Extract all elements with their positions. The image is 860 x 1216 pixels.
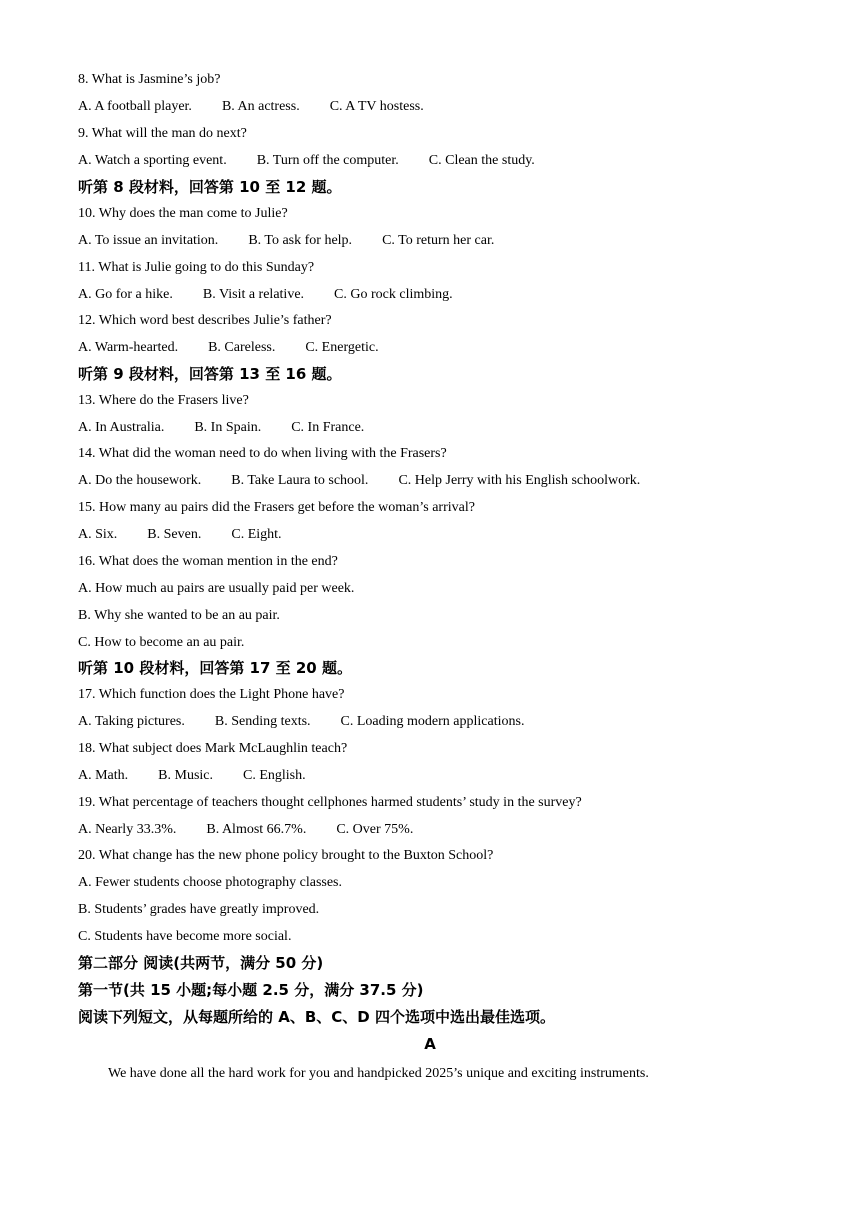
option-a: A. A football player.: [78, 99, 192, 114]
option-c: C. How to become an au pair.: [78, 635, 245, 650]
question-11: 11. What is Julie going to do this Sunday?: [78, 260, 315, 275]
option-a: A. In Australia.: [78, 420, 165, 435]
option-b: B. Music.: [158, 768, 214, 783]
passage-label: A: [424, 1035, 436, 1053]
question-9: 9. What will the man do next?: [78, 126, 247, 141]
option-b: B. Take Laura to school.: [231, 473, 369, 488]
question-10: 10. Why does the man come to Julie?: [78, 206, 288, 221]
options-12: [78, 339, 409, 357]
option-c: C. Loading modern applications.: [340, 714, 525, 729]
option-b: B. Why she wanted to be an au pair.: [78, 608, 280, 623]
option-a: A. Watch a sporting event.: [78, 153, 227, 168]
option-c: C. Students have become more social.: [78, 929, 292, 944]
section-heading-10: 听第 10 段材料，回答第 17 至 20 题。: [78, 659, 352, 677]
option-b: B. Students’ grades have greatly improved.: [78, 902, 320, 917]
option-b: B. Turn off the computer.: [256, 153, 399, 168]
option-c: C. To return her car.: [382, 233, 495, 248]
option-c: C. A TV hostess.: [329, 99, 424, 114]
question-8: 8. What is Jasmine’s job?: [78, 72, 221, 87]
option-c: C. Help Jerry with his English schoolwork.: [398, 473, 641, 488]
question-17: 17. Which function does the Light Phone have?: [78, 687, 345, 702]
question-14: 14. What did the woman need to do when living with the Frasers?: [78, 446, 447, 461]
options-18: [78, 767, 336, 785]
question-16: 16. What does the woman mention in the end?: [78, 554, 338, 569]
options-19: [78, 821, 443, 839]
options-10: [78, 232, 524, 250]
option-c: C. In France.: [291, 420, 365, 435]
option-b: B. To ask for help.: [248, 233, 353, 248]
options-15: [78, 526, 312, 544]
options-14: [78, 472, 670, 490]
option-a: A. Go for a hike.: [78, 287, 173, 302]
question-19: 19. What percentage of teachers thought cellphones harmed students’ study in the survey?: [78, 795, 582, 810]
option-a: A. To issue an invitation.: [78, 233, 219, 248]
option-a: A. Nearly 33.3%.: [78, 822, 177, 837]
option-b: B. Seven.: [147, 527, 202, 542]
options-11: [78, 286, 483, 304]
question-13: 13. Where do the Frasers live?: [78, 393, 249, 408]
section-one-heading: 第一节(共 15 小题;每小题 2.5 分，满分 37.5 分): [78, 981, 424, 999]
question-12: 12. Which word best describes Julie’s father?: [78, 313, 332, 328]
reading-instruction: 阅读下列短文，从每题所给的 A、B、C、D 四个选项中选出最佳选项。: [78, 1008, 555, 1026]
option-a: A. Six.: [78, 527, 118, 542]
section-heading-8: 听第 8 段材料，回答第 10 至 12 题。: [78, 178, 342, 196]
passage-intro: We have done all the hard work for you and handpicked 2025’s unique and exciting instruments.: [108, 1066, 649, 1081]
option-c: C. Clean the study.: [428, 153, 535, 168]
option-b: B. Sending texts.: [214, 714, 311, 729]
option-a: A. Do the housework.: [78, 473, 202, 488]
option-c: C. Eight.: [231, 527, 282, 542]
options-9: [78, 152, 565, 170]
question-15: 15. How many au pairs did the Frasers get before the woman’s arrival?: [78, 500, 475, 515]
option-c: C. Over 75%.: [336, 822, 414, 837]
question-20: 20. What change has the new phone policy brought to the Buxton School?: [78, 848, 494, 863]
option-c: C. Energetic.: [305, 340, 379, 355]
options-13: [78, 419, 394, 437]
option-a: A. How much au pairs are usually paid per week.: [78, 581, 355, 596]
option-c: C. Go rock climbing.: [334, 287, 453, 302]
option-a: A. Warm-hearted.: [78, 340, 179, 355]
option-a: A. Taking pictures.: [78, 714, 185, 729]
options-17: [78, 713, 554, 731]
option-a: A. Math.: [78, 768, 129, 783]
option-b: B. An actress.: [221, 99, 300, 114]
question-18: 18. What subject does Mark McLaughlin teach?: [78, 741, 348, 756]
options-8: [78, 98, 454, 116]
section-heading-9: 听第 9 段材料，回答第 13 至 16 题。: [78, 365, 342, 383]
option-c: C. English.: [243, 768, 306, 783]
part-two-heading: 第二部分 阅读(共两节，满分 50 分): [78, 954, 324, 972]
option-b: B. Almost 66.7%.: [206, 822, 307, 837]
option-b: B. Careless.: [208, 340, 276, 355]
option-b: B. In Spain.: [194, 420, 262, 435]
option-b: B. Visit a relative.: [202, 287, 305, 302]
option-a: A. Fewer students choose photography classes.: [78, 875, 343, 890]
